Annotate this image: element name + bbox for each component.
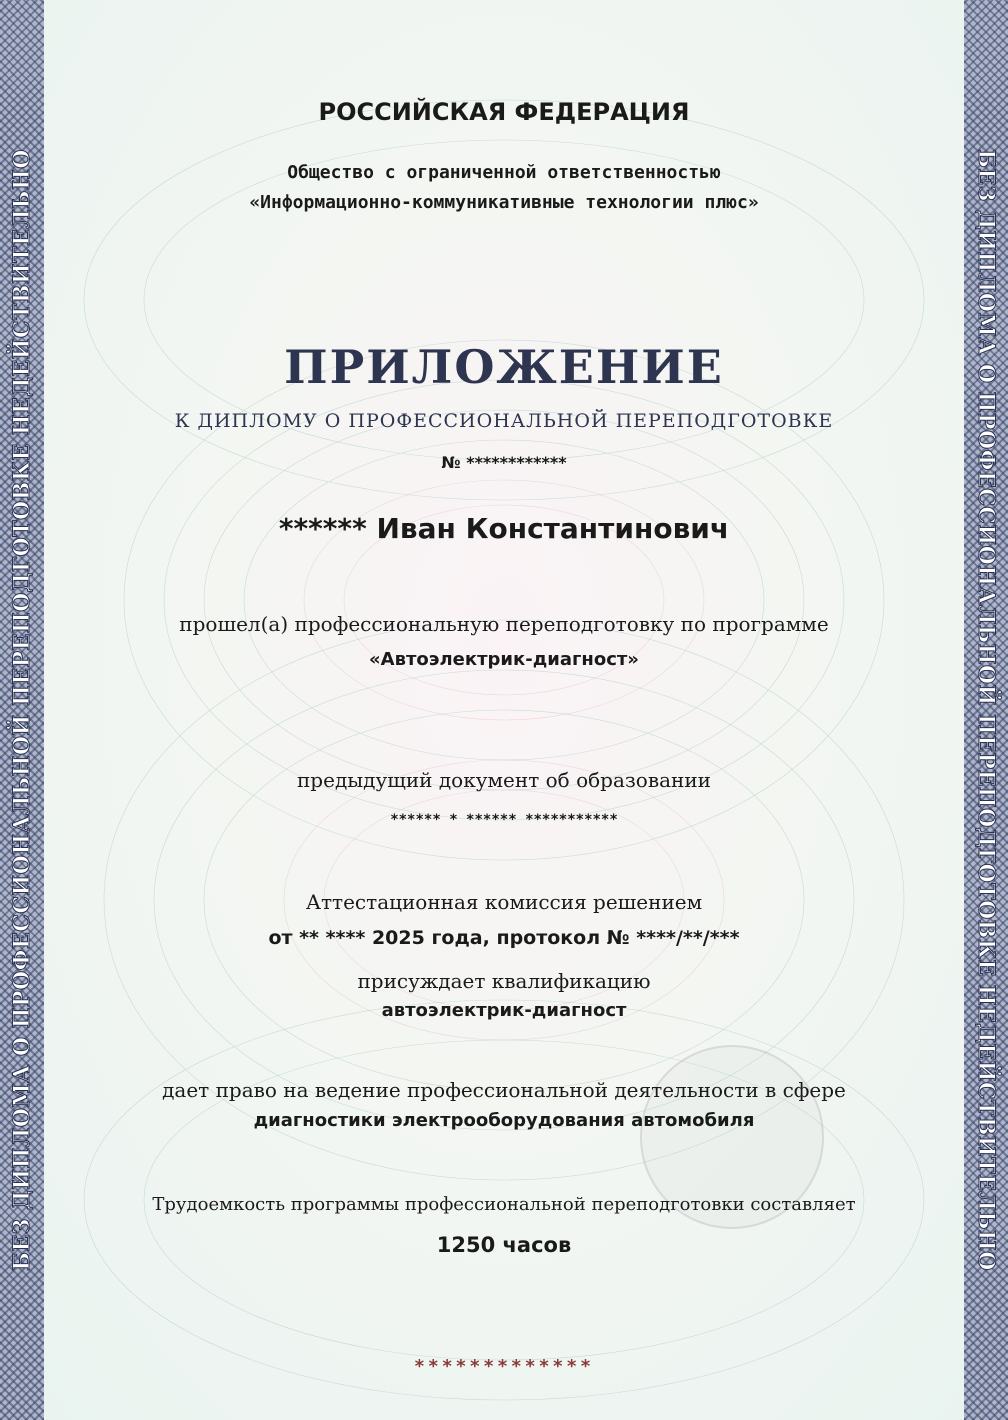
document-subtitle: К ДИПЛОМУ О ПРОФЕССИОНАЛЬНОЙ ПЕРЕПОДГОТОВКЕ <box>174 410 834 432</box>
right-security-border <box>964 0 1008 1420</box>
program-name: «Автоэлектрик-диагност» <box>369 649 639 670</box>
program-hours: 1250 часов <box>436 1233 572 1257</box>
document-title: ПРИЛОЖЕНИЕ <box>284 340 724 394</box>
practice-sphere: диагностики электрооборудования автомобиля <box>253 1110 755 1131</box>
document-number: № ************ <box>441 453 567 472</box>
right-border-text: БЕЗ ДИПЛОМА О ПРОФЕССИОНАЛЬНОЙ ПЕРЕПОДГОТОВКЕ НЕДЕЙСТВИТЕЛЬНО <box>973 149 999 1271</box>
awards-text: присуждает квалификацию <box>357 969 651 993</box>
registration-number: ************* <box>414 1356 594 1377</box>
commission-text: Аттестационная комиссия решением <box>305 890 703 914</box>
organization-type: Общество с ограниченной ответственностью <box>287 162 721 183</box>
left-border-text: БЕЗ ДИПЛОМА О ПРОФЕССИОНАЛЬНОЙ ПЕРЕПОДГОТОВКЕ НЕДЕЙСТВИТЕЛЬНО <box>9 149 35 1271</box>
left-security-border <box>0 0 44 1420</box>
protocol-line: от ** **** 2025 года, протокол № ****/**/*** <box>268 927 740 949</box>
right-to-practice-text: дает право на ведение профессиональной деятельности в сфере <box>162 1078 846 1102</box>
previous-document-value: ****** * ****** *********** <box>390 812 618 828</box>
labor-intensity-text: Трудоемкость программы профессиональной переподготовки составляет <box>152 1194 856 1215</box>
country-heading: РОССИЙСКАЯ ФЕДЕРАЦИЯ <box>318 98 690 126</box>
qualification-name: автоэлектрик-диагност <box>381 1000 627 1021</box>
holder-name: ****** Иван Константинович <box>278 512 730 545</box>
organization-name: «Информационно-коммуникативные технологии плюс» <box>249 192 759 213</box>
completed-text: прошел(а) профессиональную переподготовку по программе <box>179 612 829 636</box>
previous-document-label: предыдущий документ об образовании <box>296 768 712 792</box>
